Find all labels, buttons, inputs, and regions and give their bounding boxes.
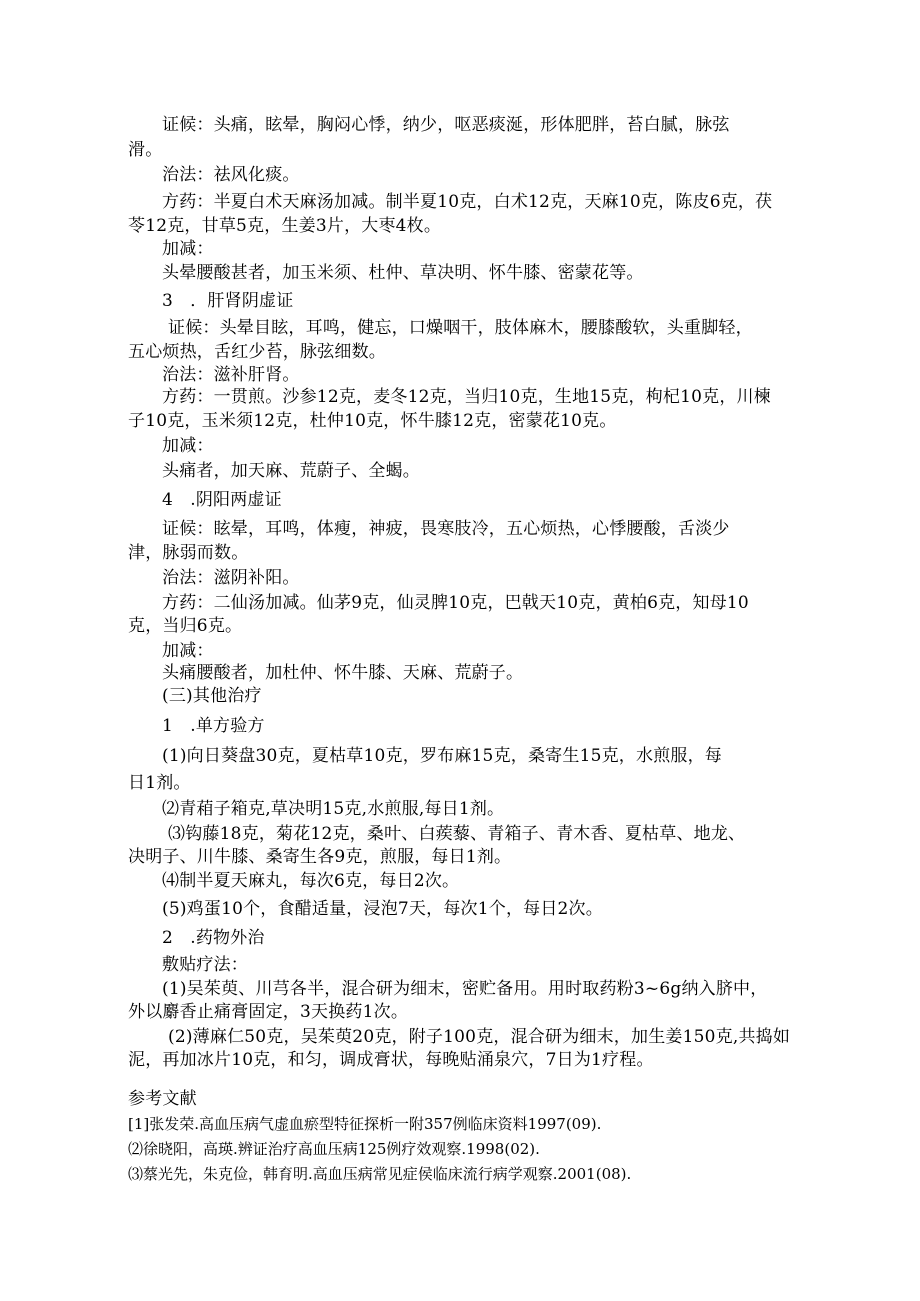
text-line: 头痛者，加天麻、荒蔚子、全蝎。: [162, 461, 420, 481]
text-line: 子10克，玉米须12克，杜仲10克，怀牛膝12克，密蒙花10克。: [128, 411, 617, 431]
text-line: 苓12克，甘草5克，生姜3片，大枣4枚。: [128, 216, 442, 236]
text-line: 津，脉弱而数。: [128, 543, 249, 563]
section-heading: 4 .阴阳两虚证: [162, 490, 282, 510]
references-heading: 参考文献: [128, 1089, 197, 1109]
text-line: (1)吴茱萸、川芎各半，混合研为细末，密贮备用。用时取药粉3~6g纳入脐中，: [162, 979, 768, 999]
section-heading: (三)其他治疗: [162, 686, 262, 706]
text-line: 治法：祛风化痰。: [162, 165, 300, 185]
text-line: (2)薄麻仁50克，吴茱萸20克，附子100克，混合研为细末，加生姜150克,共捣如: [168, 1027, 791, 1047]
text-line: 方药：二仙汤加减。仙茅9克，仙灵脾10克，巴戟天10克，黄柏6克，知母10: [162, 593, 749, 613]
text-line: 方药：半夏白术天麻汤加减。制半夏10克，白术12克，天麻10克，陈皮6克，茯: [162, 192, 773, 212]
text-line: 方药：一贯煎。沙参12克，麦冬12克，当归10克，生地15克，枸杞10克，川楝: [162, 387, 771, 407]
text-line: 决明子、川牛膝、桑寄生各9克，煎服，每日1剂。: [128, 847, 512, 867]
text-line: 证候：头痛，眩晕，胸闷心悸，纳少，呕恶痰涎，形体肥胖，苔白腻，脉弦: [162, 115, 730, 135]
text-line: 证候：头晕目眩，耳鸣，健忘，口燥咽干，肢体麻木，腰膝酸软，头重脚轻，: [168, 318, 753, 338]
text-line: ⑷制半夏天麻丸，每次6克，每日2次。: [162, 871, 460, 891]
text-line: 泥，再加冰片10克，和匀，调成膏状，每晚贴涌泉穴，7日为1疗程。: [128, 1050, 654, 1070]
text-line: 日1剂。: [128, 773, 191, 793]
text-line: (1)向日葵盘30克，夏枯草10克，罗布麻15克，桑寄生15克，水煎服，每: [162, 746, 723, 766]
text-line: ⑶钩藤18克，菊花12克，桑叶、白蒺藜、青箱子、青木香、夏枯草、地龙、: [168, 824, 746, 844]
text-line: 头晕腰酸甚者，加玉米须、杜仲、草决明、怀牛膝、密蒙花等。: [162, 263, 644, 283]
text-line: ⑵青葙子箱克,草决明15克,水煎服,每日1剂。: [162, 799, 505, 819]
text-line: 证候：眩晕，耳鸣，体瘦，神疲，畏寒肢冷，五心烦热，心悸腰酸，舌淡少: [162, 519, 730, 539]
reference-item: ⑶蔡光先，朱克俭，韩育明.高血压病常见症侯临床流行病学观察.2001(08).: [128, 1165, 632, 1183]
section-heading: 1 .单方验方: [162, 716, 265, 736]
text-line: 治法：滋补肝肾。: [162, 365, 300, 385]
text-line: 加减：: [162, 239, 214, 259]
text-line: 治法：滋阴补阳。: [162, 568, 300, 588]
reference-item: [1]张发荣.高血压病气虚血瘀型特征探析一附357例临床资料1997(09).: [128, 1115, 602, 1133]
text-line: 克，当归6克。: [128, 616, 243, 636]
text-line: 五心烦热，舌红少苔，脉弦细数。: [128, 342, 386, 362]
text-line: 加减：: [162, 436, 214, 456]
text-line: 加减：: [162, 641, 214, 661]
text-line: 外以麝香止痛膏固定，3天换药1次。: [128, 1002, 409, 1022]
text-line: 滑。: [128, 140, 163, 160]
section-heading: 2 .药物外治: [162, 928, 265, 948]
text-line: 头痛腰酸者，加杜仲、怀牛膝、天麻、荒蔚子。: [162, 663, 524, 683]
text-line: (5)鸡蛋10个，食醋适量，浸泡7天，每次1个，每日2次。: [162, 899, 603, 919]
section-heading: 3 ．肝肾阴虚证: [162, 291, 294, 311]
text-line: 敷贴疗法：: [162, 955, 248, 975]
reference-item: ⑵徐晓阳，高瑛.辨证治疗高血压病125例疗效观察.1998(02).: [128, 1140, 540, 1158]
